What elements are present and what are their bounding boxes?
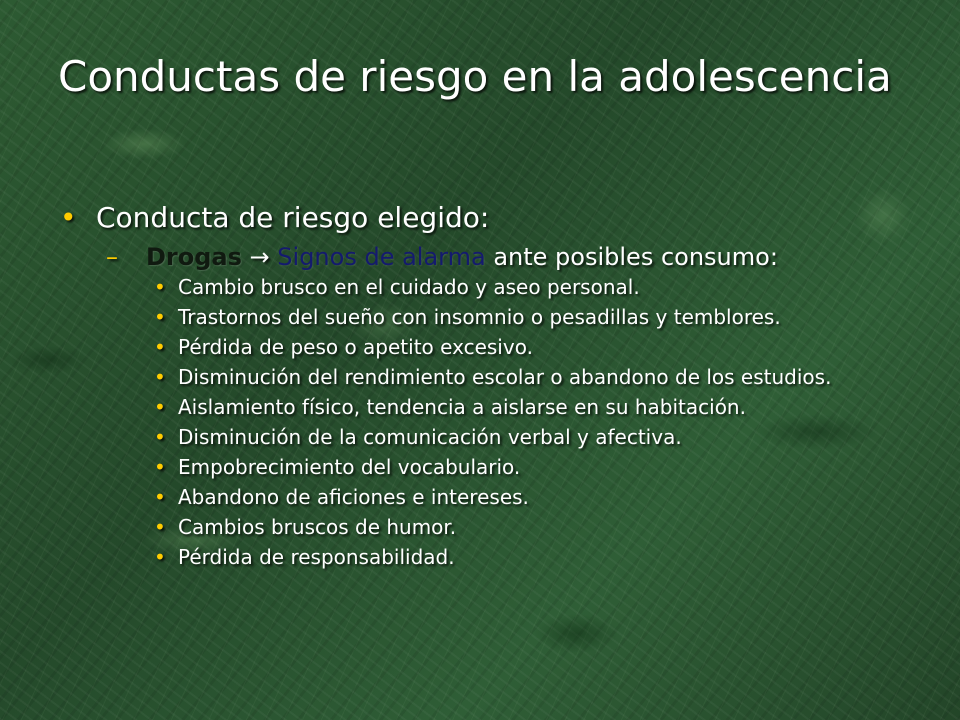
list-item — [58, 366, 918, 388]
bullet-icon: • — [154, 395, 166, 419]
signos-alarma-label: Signos de alarma — [277, 243, 486, 271]
warning-signs-list — [58, 276, 918, 568]
main-bullet-text: Conducta de riesgo elegido: — [96, 201, 490, 234]
list-item — [58, 456, 918, 478]
arrow-right-icon: → — [249, 243, 270, 271]
list-item-text: Disminución de la comunicación verbal y afectiva. — [178, 425, 682, 449]
bullet-icon: • — [60, 201, 77, 234]
list-item — [58, 426, 918, 448]
bullet-icon: • — [154, 305, 166, 329]
list-item-text: Empobrecimiento del vocabulario. — [178, 455, 521, 479]
bullet-icon: • — [154, 425, 166, 449]
bullet-icon: • — [154, 545, 166, 569]
bullet-icon: • — [154, 455, 166, 479]
list-item — [58, 546, 918, 568]
list-item — [58, 306, 918, 328]
list-item-text: Trastornos del sueño con insomnio o pesadillas y temblores. — [178, 305, 781, 329]
sub-bullet-item — [58, 240, 918, 274]
bullet-icon: • — [154, 485, 166, 509]
bullet-icon: • — [154, 275, 166, 299]
drogas-label: Drogas — [146, 243, 242, 271]
list-item-text: Aislamiento físico, tendencia a aislarse en su habitación. — [178, 395, 746, 419]
slide-content — [58, 198, 918, 576]
list-item-text: Pérdida de peso o apetito excesivo. — [178, 335, 533, 359]
list-item-text: Abandono de aficiones e intereses. — [178, 485, 529, 509]
list-item — [58, 486, 918, 508]
main-bullet-item — [58, 198, 918, 238]
list-item — [58, 396, 918, 418]
list-item-text: Cambio brusco en el cuidado y aseo personal. — [178, 275, 640, 299]
bullet-icon: • — [154, 365, 166, 389]
list-item-text: Pérdida de responsabilidad. — [178, 545, 455, 569]
list-item — [58, 516, 918, 538]
slide-title: Conductas de riesgo en la adolescencia — [58, 52, 892, 101]
sub-bullet-rest: ante posibles consumo: — [485, 243, 778, 271]
list-item-text: Disminución del rendimiento escolar o abandono de los estudios. — [178, 365, 832, 389]
bullet-icon: • — [154, 515, 166, 539]
list-item — [58, 336, 918, 358]
list-item-text: Cambios bruscos de humor. — [178, 515, 457, 539]
bullet-icon: • — [154, 335, 166, 359]
dash-icon: – — [106, 243, 118, 271]
list-item — [58, 276, 918, 298]
